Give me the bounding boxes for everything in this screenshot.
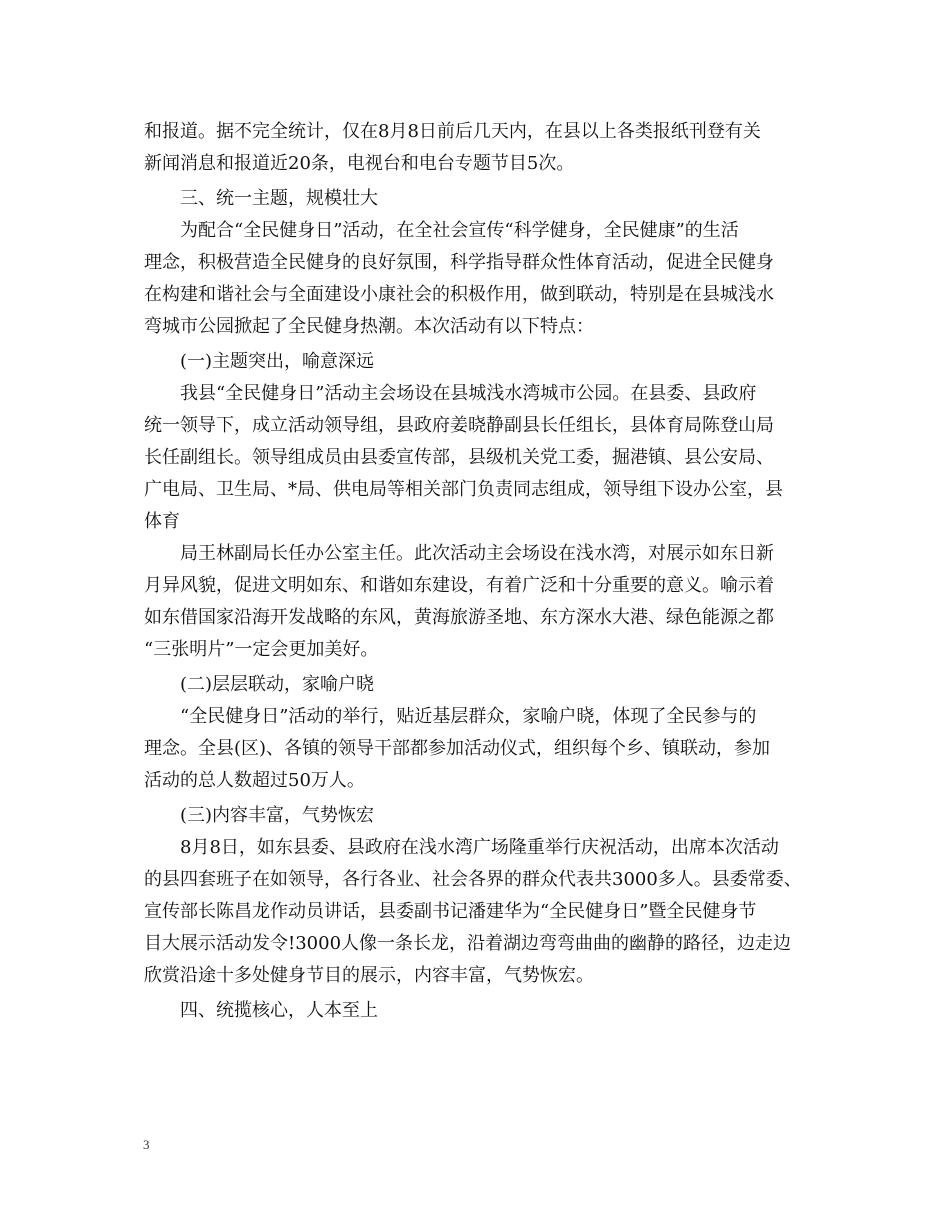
text-line: 新闻消息和报道近20条，电视台和电台专题节目5次。 <box>144 153 575 174</box>
text-line: 目大展示活动发令!3000人像一条长龙，沿着湖边弯弯曲曲的幽静的路径，边走边 <box>144 933 792 954</box>
text-line: 弯城市公园掀起了全民健身热潮。本次活动有以下特点： <box>144 316 594 337</box>
text-line: 活动的总人数超过50万人。 <box>144 770 365 791</box>
text-line: 统一领导下，成立活动领导组，县政府姜晓静副县长任组长，县体育局陈登山局 <box>144 415 774 436</box>
text-line: 在构建和谐社会与全面建设小康社会的积极作用，做到联动，特别是在县城浅水 <box>144 284 774 305</box>
text-line: 8月8日，如东县委、县政府在浅水湾广场隆重举行庆祝活动，出席本次活动 <box>180 837 779 858</box>
section-heading: 四、统揽核心，人本至上 <box>180 1000 378 1021</box>
text-line: “三张明片”一定会更加美好。 <box>144 639 379 660</box>
page-number: 3 <box>143 1137 150 1152</box>
text-line: 和报道。据不完全统计，仅在8月8日前后几天内，在县以上各类报纸刊登有关 <box>144 121 761 142</box>
text-line: 如东借国家沿海开发战略的东风，黄海旅游圣地、东方深水大港、绿色能源之都 <box>144 607 774 628</box>
text-line: 欣赏沿途十多处健身节目的展示，内容丰富，气势恢宏。 <box>144 965 594 986</box>
document-body <box>144 116 824 1027</box>
text-line: 理念，积极营造全民健身的良好氛围，科学指导群众性体育活动，促进全民健身 <box>144 252 774 273</box>
text-line: 广电局、卫生局、*局、供电局等相关部门负责同志组成，领导组下设办公室，县 <box>144 479 783 500</box>
text-line: 局王林副局长任办公室主任。此次活动主会场设在浅水湾，对展示如东日新 <box>180 543 774 564</box>
text-line: 理念。全县(区)、各镇的领导干部都参加活动仪式，组织每个乡、镇联动，参加 <box>144 738 771 759</box>
text-line: 我县“全民健身日”活动主会场设在县城浅水湾城市公园。在县委、县政府 <box>180 383 757 404</box>
text-line: 的县四套班子在如领导，各行各业、社会各界的群众代表共3000多人。县委常委、 <box>144 869 802 890</box>
text-line: 宣传部长陈昌龙作动员讲话，县委副书记潘建华为“全民健身日”暨全民健身节 <box>144 901 757 922</box>
text-line: 为配合“全民健身日”活动，在全社会宣传“科学健身，全民健康”的生活 <box>180 220 739 241</box>
subsection-heading: (一)主题突出，喻意深远 <box>180 351 375 372</box>
text-line: 长任副组长。领导组成员由县委宣传部，县级机关党工委，掘港镇、县公安局、 <box>144 447 774 468</box>
subsection-heading: (三)内容丰富，气势恢宏 <box>180 805 375 826</box>
text-line: 月异风貌，促进文明如东、和谐如东建设，有着广泛和十分重要的意义。喻示着 <box>144 575 774 596</box>
text-line: 体育 <box>144 511 180 532</box>
section-heading: 三、统一主题，规模壮大 <box>180 188 378 209</box>
subsection-heading: (二)层层联动，家喻户晓 <box>180 674 375 695</box>
text-line: “全民健身日”活动的举行，贴近基层群众，家喻户晓，体现了全民参与的 <box>180 706 757 727</box>
